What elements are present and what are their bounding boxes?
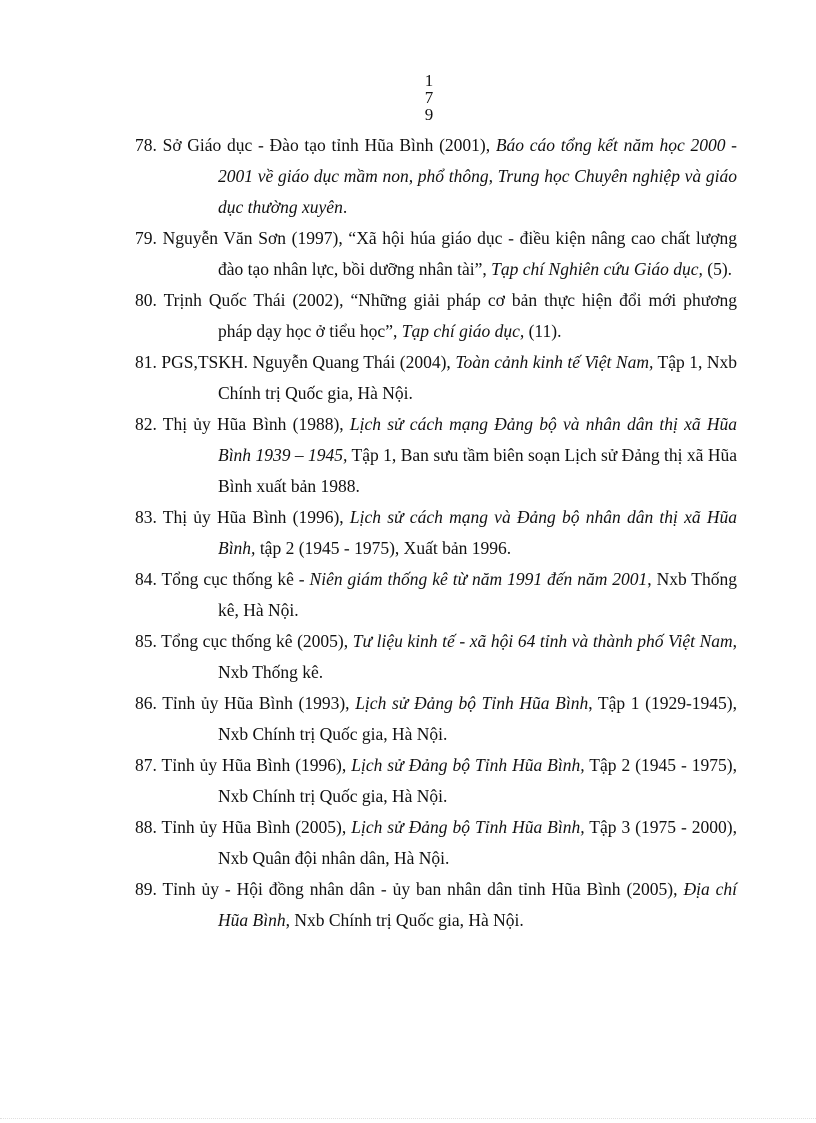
reference-entry xyxy=(135,409,737,502)
reference-number: 80. xyxy=(135,290,157,310)
reference-title: Tạp chí giáo dục, xyxy=(401,321,525,341)
page-number xyxy=(414,72,444,123)
page-number-digit: 7 xyxy=(424,88,434,107)
reference-number: 89. xyxy=(135,879,157,899)
reference-text: Thị ủy Hũa Bình (1996), xyxy=(162,507,350,527)
reference-text: Tập 2 (1945 - 1975), Nxb Chính trị Quốc gia, Hà Nội. xyxy=(218,755,738,806)
reference-title: Lịch sử Đảng bộ Tỉnh Hũa Bình, xyxy=(351,817,585,837)
reference-entry xyxy=(135,347,737,409)
reference-number: 83. xyxy=(135,507,157,527)
reference-entry xyxy=(135,564,737,626)
reference-title: Tạp chí Nghiên cứu Giáo dục, xyxy=(491,259,703,279)
reference-list xyxy=(135,130,737,936)
reference-title: Địa chí Hũa Bình xyxy=(218,879,737,930)
reference-text: Tập 3 (1975 - 2000), Nxb Quân đội nhân dân, Hà Nội. xyxy=(218,817,738,868)
reference-entry xyxy=(135,502,737,564)
reference-number: 86. xyxy=(135,693,157,713)
reference-text: (5). xyxy=(702,259,733,279)
page-number-digit: 1 xyxy=(424,71,434,90)
reference-text: Tỉnh ủy Hũa Bình (1996), xyxy=(161,755,352,775)
reference-entry xyxy=(135,626,737,688)
reference-entry xyxy=(135,874,737,936)
reference-text: Tỉnh ủy Hũa Bình (2005), xyxy=(161,817,352,837)
reference-entry xyxy=(135,688,737,750)
reference-title: Tư liệu kinh tế - xã hội 64 tỉnh và thành phố Việt Nam xyxy=(352,631,733,651)
reference-title: Lịch sử Đảng bộ Tỉnh Hũa Bình, xyxy=(351,755,585,775)
reference-text: , Nxb Thống kê, Hà Nội. xyxy=(218,569,737,620)
reference-title: Lịch sử Đảng bộ Tỉnh Hũa Bình xyxy=(355,693,589,713)
reference-text: , Nxb Thống kê. xyxy=(218,631,738,682)
reference-entry xyxy=(135,812,737,874)
reference-title: Niên giám thống kê từ năm 1991 đến năm 2001 xyxy=(309,569,648,589)
reference-number: 82. xyxy=(135,414,157,434)
reference-title: Lịch sử cách mạng và Đảng bộ nhân dân thị xã Hũa Bình, xyxy=(218,507,737,558)
reference-text: tập 2 (1945 - 1975), Xuất bản 1996. xyxy=(255,538,512,558)
reference-number: 79. xyxy=(135,228,157,248)
reference-text: Tỉnh ủy - Hội đồng nhân dân - ủy ban nhân dân tỉnh Hũa Bình (2005), xyxy=(162,879,684,899)
reference-number: 78. xyxy=(135,135,157,155)
reference-number: 87. xyxy=(135,755,157,775)
reference-text: Tập 1, Ban sưu tầm biên soạn Lịch sử Đảng thị xã Hũa Bình xuất bản 1988. xyxy=(218,445,737,496)
reference-text: Thị ủy Hũa Bình (1988), xyxy=(162,414,350,434)
reference-text: PGS,TSKH. Nguyễn Quang Thái (2004), xyxy=(161,352,456,372)
reference-text: Tập 1, Nxb Chính trị Quốc gia, Hà Nội. xyxy=(218,352,737,403)
reference-text: , Tập 1 (1929-1945), Nxb Chính trị Quốc gia, Hà Nội. xyxy=(218,693,738,744)
reference-entry xyxy=(135,750,737,812)
reference-text: Sở Giáo dục - Đào tạo tỉnh Hũa Bình (2001), xyxy=(162,135,496,155)
page-bottom-edge xyxy=(0,1118,816,1119)
reference-entry xyxy=(135,285,737,347)
reference-text: (11). xyxy=(524,321,562,341)
reference-text: . xyxy=(342,197,348,217)
reference-text: , Nxb Chính trị Quốc gia, Hà Nội. xyxy=(285,910,524,930)
reference-number: 81. xyxy=(135,352,157,372)
reference-number: 84. xyxy=(135,569,157,589)
reference-text: Nguyễn Văn Sơn (1997), “Xã hội húa giáo dục - điều kiện nâng cao chất lượng đào tạo nhân lực, bồi dưỡng nhân tài”, xyxy=(162,228,738,279)
reference-entry xyxy=(135,223,737,285)
page-number-digit: 9 xyxy=(424,105,434,124)
reference-number: 88. xyxy=(135,817,157,837)
reference-title: Toàn cảnh kinh tế Việt Nam, xyxy=(455,352,654,372)
reference-text: Tổng cục thống kê - xyxy=(161,569,310,589)
reference-entry xyxy=(135,130,737,223)
reference-text: Tổng cục thống kê (2005), xyxy=(161,631,353,651)
reference-title: Lịch sử cách mạng Đảng bộ và nhân dân thị xã Hũa Bình 1939 – 1945, xyxy=(218,414,737,465)
reference-title: Báo cáo tổng kết năm học 2000 - 2001 về giáo dục mầm non, phổ thông, Trung học Chuyên nghiệp và giáo dục thường xuyên xyxy=(218,135,738,217)
reference-number: 85. xyxy=(135,631,157,651)
reference-text: Trịnh Quốc Thái (2002), “Những giải pháp cơ bản thực hiện đổi mới phương pháp dạy học ở tiểu học”, xyxy=(163,290,737,341)
reference-text: Tỉnh ủy Hũa Bình (1993), xyxy=(162,693,356,713)
